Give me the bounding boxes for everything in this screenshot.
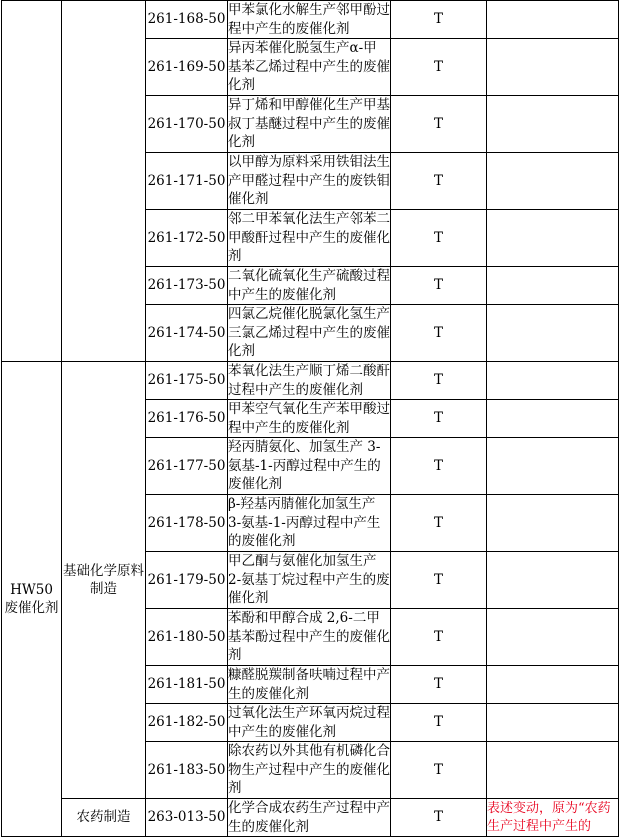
waste-description: 甲苯空气氧化生产苯甲酸过程中产生的废催化剂 (228, 401, 390, 436)
remark-cell (487, 1, 619, 39)
hazard-characteristic: T (391, 400, 487, 438)
hazard-characteristic: T (391, 1, 487, 39)
remark-cell (487, 400, 619, 438)
waste-code: 261-173-50 (146, 267, 228, 305)
remark-cell (487, 39, 619, 96)
waste-code: 261-176-50 (146, 400, 228, 438)
hazard-characteristic: T (391, 552, 487, 609)
waste-code: 261-183-50 (146, 742, 228, 799)
waste-catalog-table (1, 0, 619, 837)
remark-cell (487, 438, 619, 495)
waste-code: 263-013-50 (146, 799, 228, 837)
waste-description: 甲乙酮与氨催化加氢生产 2-氨基丁烷过程中产生的废催化剂 (228, 552, 391, 609)
hazard-characteristic: T (391, 495, 487, 552)
hazard-characteristic: T (391, 267, 487, 305)
waste-category-cell: HW50 废催化剂 (2, 362, 62, 837)
remark-cell (487, 495, 619, 552)
hazard-characteristic: T (391, 96, 487, 153)
waste-code: 261-180-50 (146, 609, 228, 666)
hazard-characteristic: T (391, 799, 487, 837)
hazard-characteristic: T (391, 39, 487, 96)
table-row (2, 799, 619, 837)
remark-cell (487, 210, 619, 267)
remark-cell (487, 305, 619, 362)
remark-cell: 表述变动，原为“农药生产过程中产生的 (487, 799, 619, 837)
waste-description: 甲苯氯化水解生产邻甲酚过程中产生的废催化剂 (228, 2, 390, 37)
waste-description: 羟丙腈氨化、加氢生产 3-氨基-1-丙醇过程中产生的废催化剂 (228, 438, 391, 495)
waste-code: 261-172-50 (146, 210, 228, 267)
remark-cell (487, 153, 619, 210)
industry-cell-continued (62, 1, 146, 362)
remark-cell (487, 742, 619, 799)
hazard-characteristic: T (391, 305, 487, 362)
waste-description: 异丙苯催化脱氢生产α-甲基苯乙烯过程中产生的废催化剂 (228, 39, 391, 96)
waste-description: 苯氧化法生产顺丁烯二酸酐过程中产生的废催化剂 (228, 363, 390, 398)
waste-code: 261-181-50 (146, 666, 228, 704)
industry-source-cell: 基础化学原料制造 (62, 362, 146, 799)
waste-description: 化学合成农药生产过程中产生的废催化剂 (228, 800, 390, 835)
table-row (2, 362, 619, 400)
waste-description: 邻二甲苯氧化法生产邻苯二甲酸酐过程中产生的废催化剂 (228, 210, 391, 267)
hazard-characteristic: T (391, 609, 487, 666)
waste-description: β-羟基丙腈催化加氢生产 3-氨基-1-丙醇过程中产生的废催化剂 (228, 495, 391, 552)
waste-description: 除农药以外其他有机磷化合物生产过程中产生的废催化剂 (228, 742, 391, 799)
waste-description: 四氯乙烷催化脱氯化氢生产三氯乙烯过程中产生的废催化剂 (228, 305, 391, 362)
hazard-characteristic: T (391, 362, 487, 400)
waste-description: 异丁烯和甲醇催化生产甲基叔丁基醚过程中产生的废催化剂 (228, 96, 391, 153)
waste-code: 261-175-50 (146, 362, 228, 400)
hazard-characteristic: T (391, 666, 487, 704)
remark-cell (487, 267, 619, 305)
hazard-characteristic: T (391, 704, 487, 742)
category-cell-continued (2, 1, 62, 362)
industry-source-cell: 农药制造 (62, 799, 146, 837)
waste-description: 苯酚和甲醇合成 2,6-二甲基苯酚过程中产生的废催化剂 (228, 609, 391, 666)
waste-code: 261-169-50 (146, 39, 228, 96)
table-row (2, 1, 619, 39)
waste-code: 261-177-50 (146, 438, 228, 495)
remark-cell (487, 362, 619, 400)
waste-code: 261-174-50 (146, 305, 228, 362)
remark-cell (487, 609, 619, 666)
waste-code: 261-179-50 (146, 552, 228, 609)
waste-code: 261-170-50 (146, 96, 228, 153)
remark-cell (487, 666, 619, 704)
hazard-characteristic: T (391, 438, 487, 495)
remark-cell (487, 552, 619, 609)
hazard-characteristic: T (391, 153, 487, 210)
waste-code: 261-182-50 (146, 704, 228, 742)
waste-description: 以甲醇为原料采用铁钼法生产甲醛过程中产生的废铁钼催化剂 (228, 153, 391, 210)
remark-cell (487, 704, 619, 742)
remark-cell (487, 96, 619, 153)
waste-code: 261-171-50 (146, 153, 228, 210)
waste-description: 糠醛脱羰制备呋喃过程中产生的废催化剂 (228, 667, 390, 702)
hazard-characteristic: T (391, 742, 487, 799)
waste-code: 261-168-50 (146, 1, 228, 39)
waste-description: 二氧化硫氧化生产硫酸过程中产生的废催化剂 (228, 268, 390, 303)
waste-description: 过氧化法生产环氧丙烷过程中产生的废催化剂 (228, 705, 390, 740)
hazard-characteristic: T (391, 210, 487, 267)
waste-code: 261-178-50 (146, 495, 228, 552)
